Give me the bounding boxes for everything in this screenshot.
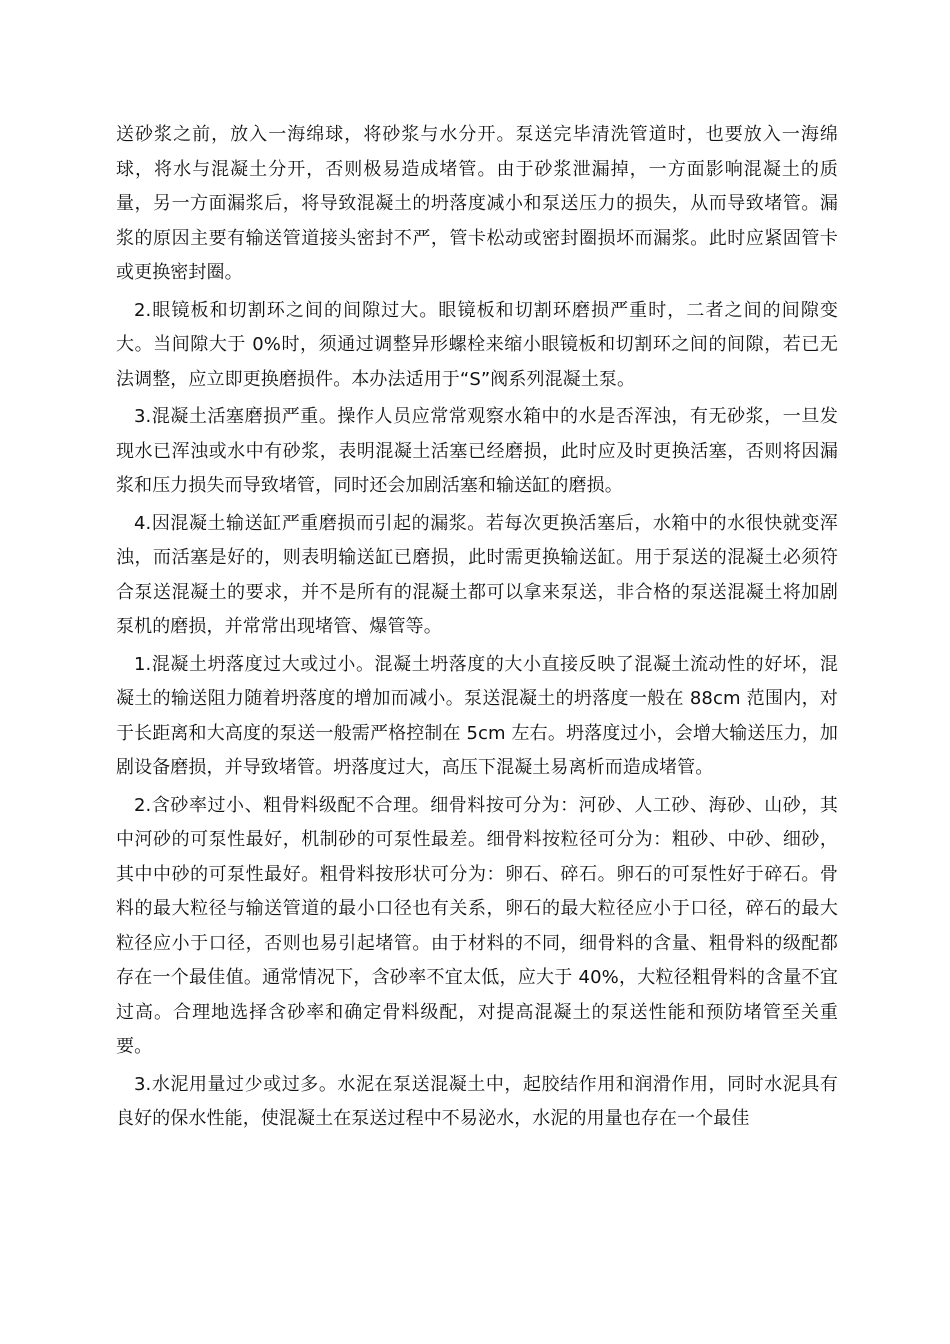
paragraph-spectacle-plate-gap: 2.眼镜板和切割环之间的间隙过大。眼镜板和切割环磨损严重时，二者之间的间隙变大。当间隙大于 0%时，须通过调整异形螺栓来缩小眼镜板和切割环之间的间隙，若已无法调整，应立即更换磨损件。本办法适用于“S”阀系列混凝土泵。	[116, 299, 838, 390]
paragraph-slump: 1.混凝土坍落度过大或过小。混凝土坍落度的大小直接反映了混凝土流动性的好坏，混凝土的输送阻力随着坍落度的增加而减小。泵送混凝土的坍落度一般在 88cm 范围内，对于长距离和大高度的泵送一般需严格控制在 5cm 左右。坍落度过小，会增大输送压力，加剧设备磨损，并导致堵管。坍落度过大，高压下混凝土易离析而造成堵管。	[116, 653, 838, 778]
paragraph-piston-wear: 3.混凝土活塞磨损严重。操作人员应常常观察水箱中的水是否浑浊，有无砂浆，一旦发现水已浑浊或水中有砂浆，表明混凝土活塞已经磨损，此时应及时更换活塞，否则将因漏浆和压力损失而导致堵管，同时还会加剧活塞和输送缸的磨损。	[116, 406, 838, 496]
paragraph-slurry-sponge-ball: 送砂浆之前，放入一海绵球，将砂浆与水分开。泵送完毕清洗管道时，也要放入一海绵球，将水与混凝土分开，否则极易造成堵管。由于砂浆泄漏掉，一方面影响混凝土的质量，另一方面漏浆后，将导致混凝土的坍落度减小和泵送压力的损失，从而导致堵管。漏浆的原因主要有输送管道接头密封不严，管卡松动或密封圈损坏而漏浆。此时应紧固管卡或更换密封圈。	[116, 124, 838, 283]
paragraph-sand-ratio-aggregate: 2.含砂率过小、粗骨料级配不合理。细骨料按可分为：河砂、人工砂、海砂、山砂，其中河砂的可泵性最好，机制砂的可泵性最差。细骨料按粒径可分为：粗砂、中砂、细砂，其中中砂的可泵性最好。粗骨料按形状可分为：卵石、碎石。卵石的可泵性好于碎石。骨料的最大粒径与输送管道的最小口径也有关系，卵石的最大粒径应小于口径，碎石的最大粒径应小于口径，否则也易引起堵管。由于材料的不同，细骨料的含量、粗骨料的级配都存在一个最佳值。通常情况下，含砂率不宜太低，应大于 40%，大粒径粗骨料的含量不宜过高。合理地选择含砂率和确定骨料级配，对提高混凝土的泵送性能和预防堵管至关重要。	[116, 794, 838, 1057]
document-body	[116, 118, 838, 1137]
paragraph-cement-dosage: 3.水泥用量过少或过多。水泥在泵送混凝土中，起胶结作用和润滑作用，同时水泥具有良好的保水性能，使混凝土在泵送过程中不易泌水，水泥的用量也存在一个最佳	[116, 1073, 838, 1129]
paragraph-delivery-cylinder-wear: 4.因混凝土输送缸严重磨损而引起的漏浆。若每次更换活塞后，水箱中的水很快就变浑浊，而活塞是好的，则表明输送缸已磨损，此时需更换输送缸。用于泵送的混凝土必须符合泵送混凝土的要求，并不是所有的混凝土都可以拿来泵送，非合格的泵送混凝土将加剧泵机的磨损，并常常出现堵管、爆管等。	[116, 512, 838, 637]
